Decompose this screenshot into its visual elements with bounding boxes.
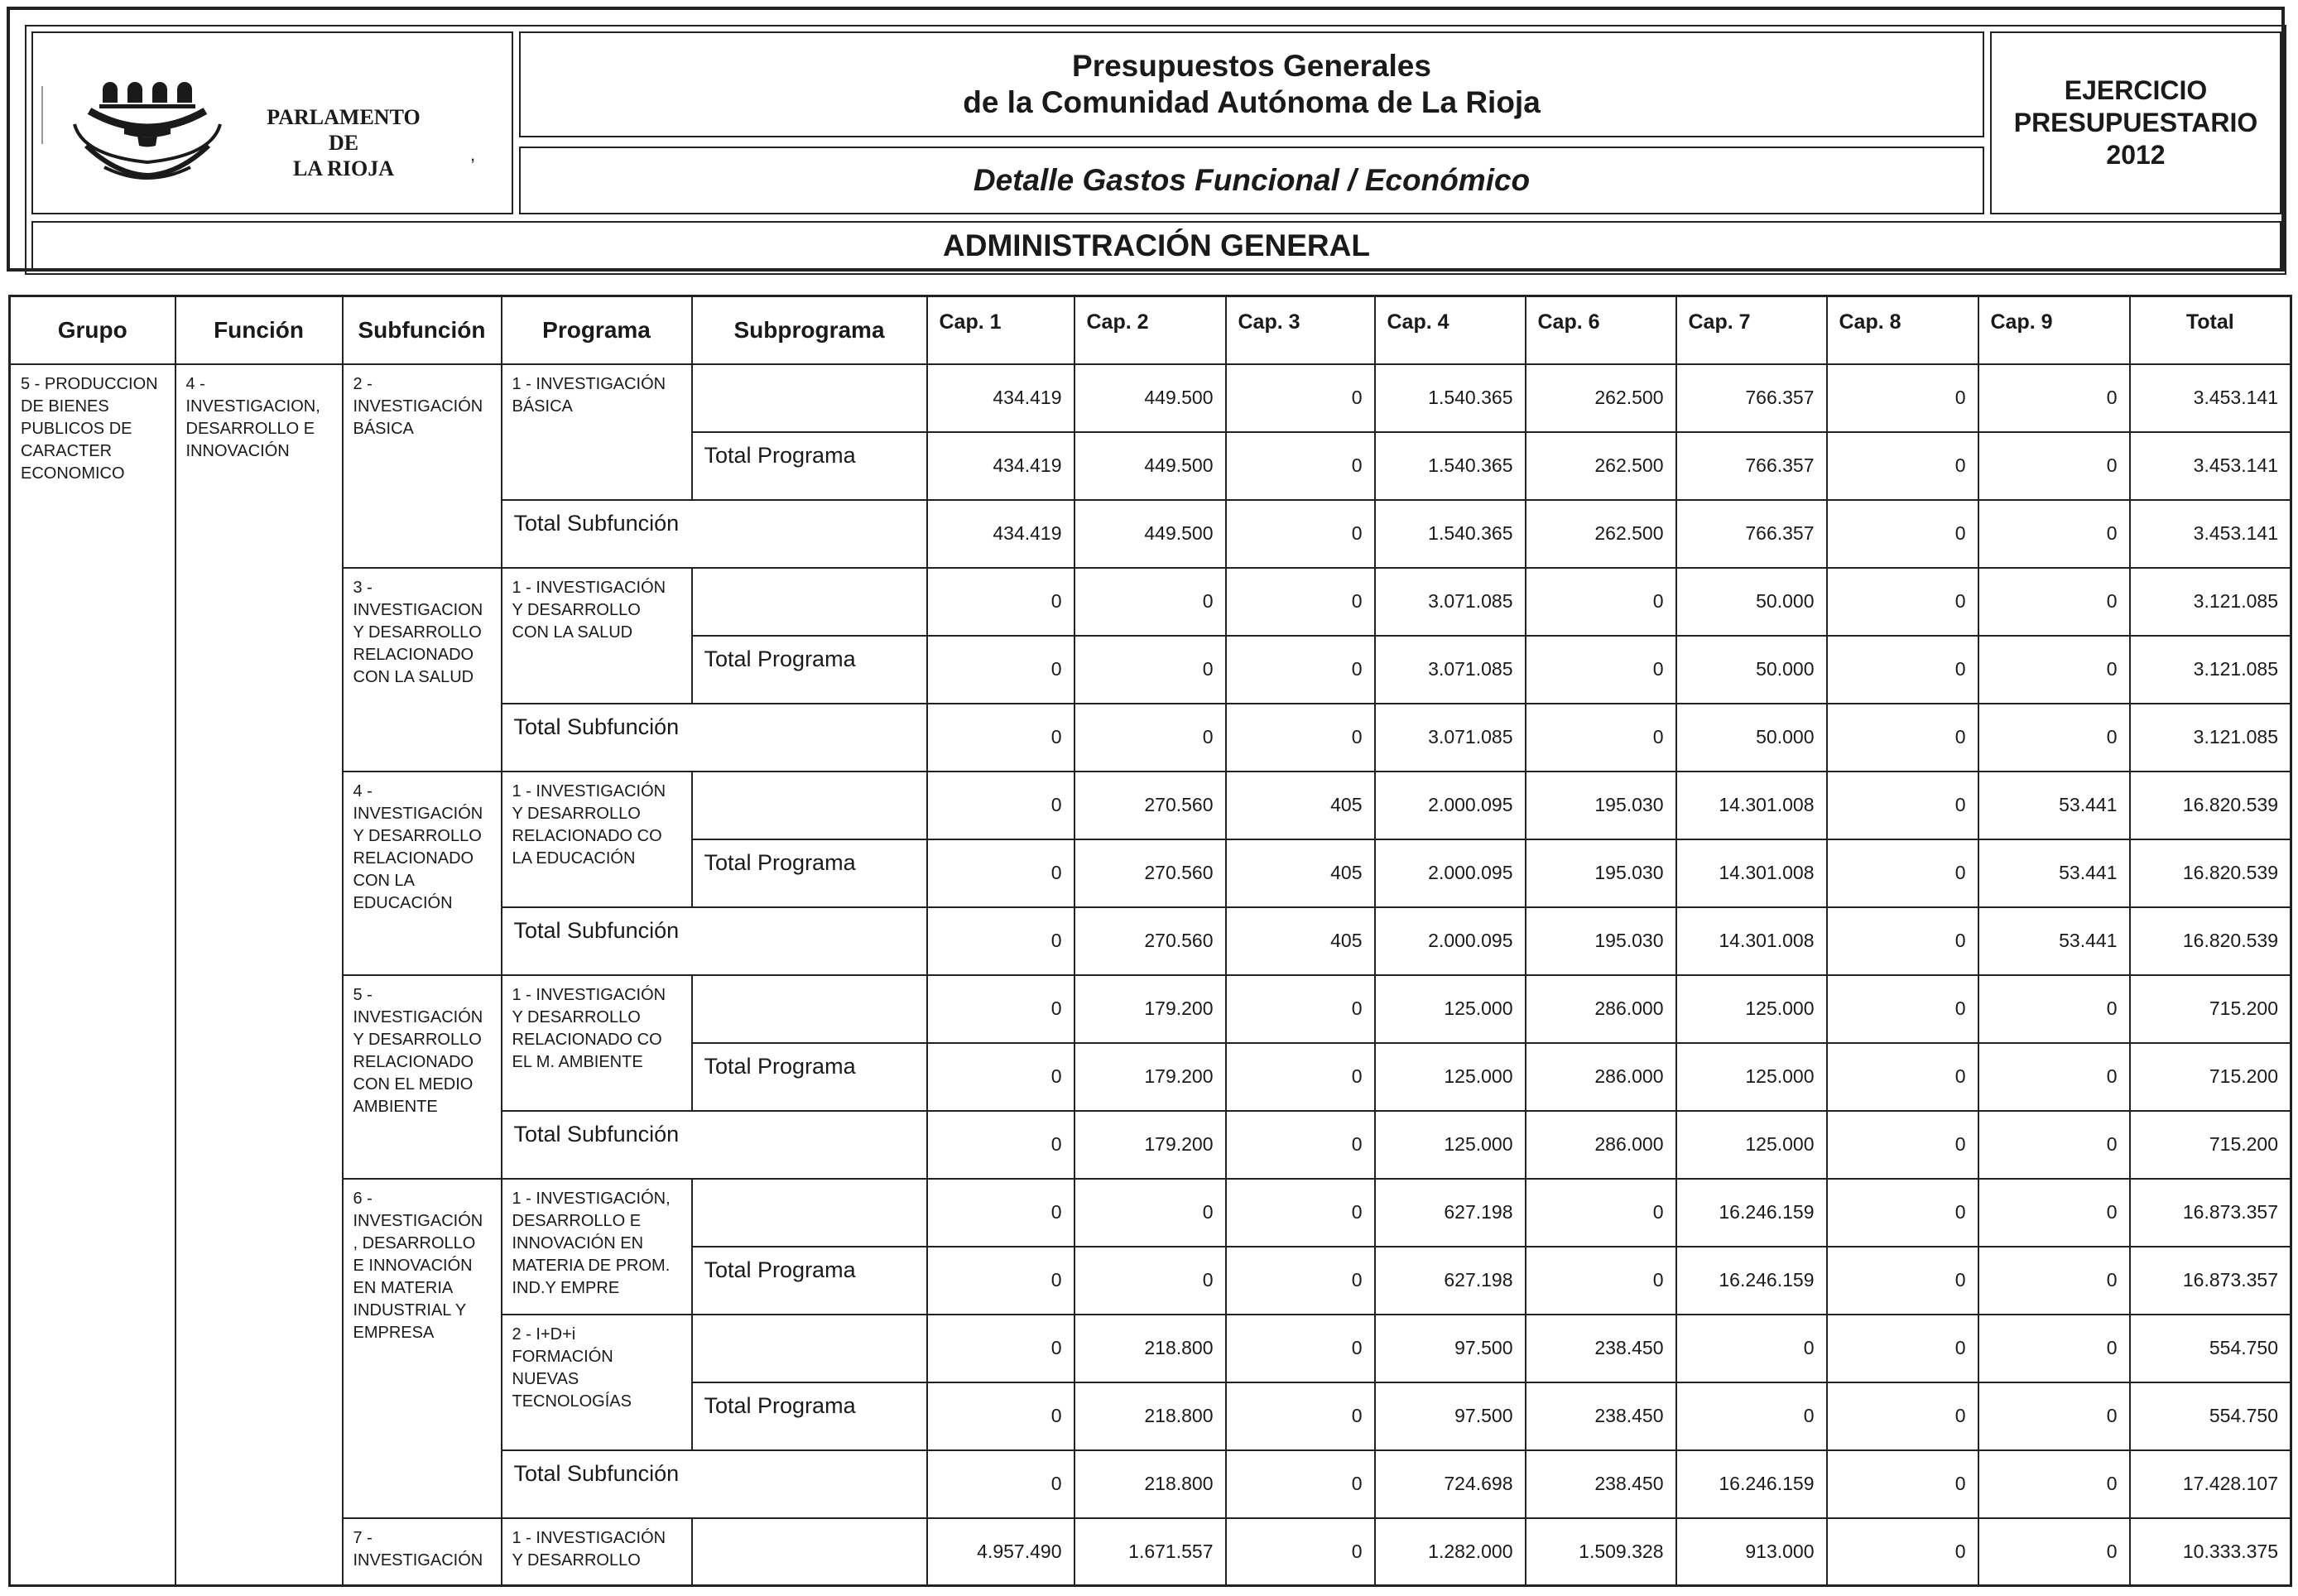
- cell-cap8: 0: [1827, 1450, 1978, 1518]
- cell-cap7: 16.246.159: [1676, 1450, 1827, 1518]
- cell-cap2: 179.200: [1074, 1043, 1226, 1111]
- document-header: [25, 25, 2286, 275]
- cell-cap4: 724.698: [1375, 1450, 1526, 1518]
- cell-cap3: 0: [1226, 1518, 1375, 1586]
- cell-cap8: 0: [1827, 839, 1978, 907]
- cell-cap9: 0: [1978, 636, 2130, 704]
- cell-cap3: 0: [1226, 364, 1375, 432]
- cell-cap6: 195.030: [1526, 839, 1676, 907]
- subprograma-cell: [692, 975, 927, 1043]
- cell-cap6: 1.509.328: [1526, 1518, 1676, 1586]
- programa-cell: 2 - I+D+i FORMACIÓN NUEVAS TECNOLOGÍAS: [502, 1315, 692, 1450]
- cell-cap2: 1.671.557: [1074, 1518, 1226, 1586]
- logo-caption: [261, 104, 426, 181]
- cell-cap7: 50.000: [1676, 568, 1827, 636]
- fiscal-year-line2: PRESUPUESTARIO: [2013, 108, 2258, 137]
- cell-cap2: 449.500: [1074, 364, 1226, 432]
- cell-cap4: 1.282.000: [1375, 1518, 1526, 1586]
- cell-cap9: 0: [1978, 1450, 2130, 1518]
- subfuncion-cell: 3 - INVESTIGACION Y DESARROLLO RELACIONADO CON LA SALUD: [343, 568, 502, 772]
- cell-cap2: 218.800: [1074, 1450, 1226, 1518]
- cell-cap6: 262.500: [1526, 500, 1676, 568]
- programa-cell: 1 - INVESTIGACIÓN BÁSICA: [502, 364, 692, 500]
- cell-cap1: 4.957.490: [927, 1518, 1074, 1586]
- cell-cap3: 0: [1226, 500, 1375, 568]
- margin-mark: [41, 86, 43, 144]
- subprograma-cell: [692, 1179, 927, 1247]
- subprograma-cell: [692, 568, 927, 636]
- cell-cap4: 1.540.365: [1375, 500, 1526, 568]
- cell-cap4: 2.000.095: [1375, 907, 1526, 975]
- cell-cap1: 434.419: [927, 500, 1074, 568]
- cell-cap7: 16.246.159: [1676, 1247, 1827, 1315]
- cell-cap6: 238.450: [1526, 1315, 1676, 1382]
- cell-cap3: 0: [1226, 975, 1375, 1043]
- cell-cap3: 0: [1226, 1247, 1375, 1315]
- cell-cap9: 0: [1978, 568, 2130, 636]
- cell-cap8: 0: [1827, 704, 1978, 772]
- total-programa-label: Total Programa: [692, 1382, 927, 1450]
- cell-cap1: 0: [927, 907, 1074, 975]
- subfuncion-cell: 2 - INVESTIGACIÓN BÁSICA: [343, 364, 502, 568]
- cell-cap6: 286.000: [1526, 975, 1676, 1043]
- cell-cap2: 179.200: [1074, 975, 1226, 1043]
- header-cap7: Cap. 7: [1676, 296, 1827, 364]
- programa-cell: 1 - INVESTIGACIÓN Y DESARROLLO CON LA SALUD: [502, 568, 692, 704]
- header-cap9: Cap. 9: [1978, 296, 2130, 364]
- subprograma-cell: [692, 1518, 927, 1586]
- cell-cap4: 97.500: [1375, 1382, 1526, 1450]
- cell-cap3: 0: [1226, 1043, 1375, 1111]
- cell-cap6: 262.500: [1526, 364, 1676, 432]
- cell-cap8: 0: [1827, 1247, 1978, 1315]
- cell-cap8: 0: [1827, 364, 1978, 432]
- cell-cap1: 0: [927, 975, 1074, 1043]
- cell-total: 16.820.539: [2130, 772, 2291, 839]
- header-subprograma: Subprograma: [692, 296, 927, 364]
- cell-cap3: 405: [1226, 907, 1375, 975]
- cell-cap8: 0: [1827, 1382, 1978, 1450]
- cell-cap7: 14.301.008: [1676, 907, 1827, 975]
- total-programa-label: Total Programa: [692, 636, 927, 704]
- fiscal-year-panel: [1990, 31, 2281, 214]
- fiscal-year-line1: EJERCICIO: [2064, 75, 2208, 105]
- cell-cap2: 270.560: [1074, 907, 1226, 975]
- subprograma-cell: [692, 364, 927, 432]
- total-subfuncion-label: Total Subfunción: [502, 907, 927, 975]
- stray-mark: ,: [470, 144, 476, 165]
- cell-cap4: 3.071.085: [1375, 636, 1526, 704]
- cell-cap7: 125.000: [1676, 1043, 1827, 1111]
- cell-cap9: 0: [1978, 704, 2130, 772]
- cell-cap6: 238.450: [1526, 1382, 1676, 1450]
- cell-cap4: 627.198: [1375, 1247, 1526, 1315]
- cell-cap2: 449.500: [1074, 432, 1226, 500]
- cell-cap6: 0: [1526, 1247, 1676, 1315]
- cell-cap2: 0: [1074, 568, 1226, 636]
- cell-cap6: 238.450: [1526, 1450, 1676, 1518]
- total-programa-label: Total Programa: [692, 839, 927, 907]
- cell-cap1: 0: [927, 1247, 1074, 1315]
- grupo-cell: 5 - PRODUCCION DE BIENES PUBLICOS DE CARACTER ECONOMICO: [10, 364, 175, 1586]
- subprograma-cell: [692, 1315, 927, 1382]
- subprograma-cell: [692, 772, 927, 839]
- cell-total: 3.453.141: [2130, 432, 2291, 500]
- fiscal-year: 2012: [2106, 140, 2166, 170]
- cell-cap7: 0: [1676, 1315, 1827, 1382]
- header-grupo: Grupo: [10, 296, 175, 364]
- cell-total: 3.121.085: [2130, 704, 2291, 772]
- subfuncion-cell: 4 - INVESTIGACIÓN Y DESARROLLO RELACIONADO CON LA EDUCACIÓN: [343, 772, 502, 975]
- cell-cap1: 0: [927, 636, 1074, 704]
- total-subfuncion-label: Total Subfunción: [502, 500, 927, 568]
- header-cap1: Cap. 1: [927, 296, 1074, 364]
- cell-cap3: 405: [1226, 839, 1375, 907]
- cell-cap6: 286.000: [1526, 1043, 1676, 1111]
- cell-total: 554.750: [2130, 1315, 2291, 1382]
- cell-cap1: 0: [927, 704, 1074, 772]
- cell-cap9: 0: [1978, 1382, 2130, 1450]
- cell-cap2: 218.800: [1074, 1382, 1226, 1450]
- cell-cap1: 434.419: [927, 432, 1074, 500]
- header-subfuncion: Subfunción: [343, 296, 502, 364]
- cell-cap6: 0: [1526, 568, 1676, 636]
- cell-cap3: 0: [1226, 568, 1375, 636]
- cell-total: 16.873.357: [2130, 1247, 2291, 1315]
- subfuncion-cell: 5 - INVESTIGACIÓN Y DESARROLLO RELACIONADO CON EL MEDIO AMBIENTE: [343, 975, 502, 1179]
- funcion-cell: 4 - INVESTIGACION, DESARROLLO E INNOVACIÓN: [175, 364, 343, 1586]
- cell-total: 10.333.375: [2130, 1518, 2291, 1586]
- cell-cap8: 0: [1827, 1518, 1978, 1586]
- cell-cap6: 195.030: [1526, 907, 1676, 975]
- cell-cap8: 0: [1827, 975, 1978, 1043]
- cell-cap4: 125.000: [1375, 1111, 1526, 1179]
- cell-cap1: 0: [927, 839, 1074, 907]
- cell-cap7: 125.000: [1676, 975, 1827, 1043]
- cell-cap8: 0: [1827, 1043, 1978, 1111]
- cell-cap2: 270.560: [1074, 772, 1226, 839]
- programa-cell: 1 - INVESTIGACIÓN Y DESARROLLO RELACIONADO CO LA EDUCACIÓN: [502, 772, 692, 907]
- cell-cap9: 0: [1978, 432, 2130, 500]
- cell-total: 715.200: [2130, 1043, 2291, 1111]
- cell-cap4: 3.071.085: [1375, 568, 1526, 636]
- cell-cap4: 2.000.095: [1375, 772, 1526, 839]
- cell-total: 16.820.539: [2130, 839, 2291, 907]
- cell-cap4: 2.000.095: [1375, 839, 1526, 907]
- header-funcion: Función: [175, 296, 343, 364]
- cell-cap7: 0: [1676, 1382, 1827, 1450]
- cell-cap3: 0: [1226, 704, 1375, 772]
- cell-cap7: 913.000: [1676, 1518, 1827, 1586]
- cell-cap1: 0: [927, 568, 1074, 636]
- total-programa-label: Total Programa: [692, 1247, 927, 1315]
- table-row: [10, 364, 2291, 432]
- total-programa-label: Total Programa: [692, 1043, 927, 1111]
- cell-cap8: 0: [1827, 1315, 1978, 1382]
- cell-cap9: 53.441: [1978, 907, 2130, 975]
- cell-total: 3.121.085: [2130, 568, 2291, 636]
- header-cap3: Cap. 3: [1226, 296, 1375, 364]
- cell-cap9: 53.441: [1978, 772, 2130, 839]
- cell-cap3: 0: [1226, 1179, 1375, 1247]
- cell-cap8: 0: [1827, 1179, 1978, 1247]
- table-row: [10, 772, 2291, 839]
- cell-cap1: 434.419: [927, 364, 1074, 432]
- header-cap8: Cap. 8: [1827, 296, 1978, 364]
- header-cap2: Cap. 2: [1074, 296, 1226, 364]
- cell-cap3: 0: [1226, 432, 1375, 500]
- table-body: [10, 364, 2291, 1586]
- cell-cap6: 262.500: [1526, 432, 1676, 500]
- cell-cap2: 0: [1074, 1247, 1226, 1315]
- cell-cap9: 0: [1978, 975, 2130, 1043]
- title-line1: Presupuestos Generales: [1072, 49, 1431, 83]
- cell-cap4: 3.071.085: [1375, 704, 1526, 772]
- cell-cap7: 766.357: [1676, 432, 1827, 500]
- budget-table: [8, 295, 2292, 1587]
- cell-cap4: 125.000: [1375, 975, 1526, 1043]
- cell-cap4: 97.500: [1375, 1315, 1526, 1382]
- cell-cap4: 627.198: [1375, 1179, 1526, 1247]
- table-header-row: [10, 296, 2291, 364]
- table-row: [10, 975, 2291, 1043]
- cell-cap6: 0: [1526, 636, 1676, 704]
- table-row: [10, 1518, 2291, 1586]
- cell-cap7: 14.301.008: [1676, 839, 1827, 907]
- cell-total: 715.200: [2130, 975, 2291, 1043]
- cell-cap8: 0: [1827, 568, 1978, 636]
- cell-cap3: 0: [1226, 1315, 1375, 1382]
- cell-cap9: 0: [1978, 1043, 2130, 1111]
- table-row: [10, 568, 2291, 636]
- cell-cap9: 0: [1978, 500, 2130, 568]
- total-subfuncion-label: Total Subfunción: [502, 1111, 927, 1179]
- cell-cap1: 0: [927, 1043, 1074, 1111]
- title-panel: [519, 31, 1984, 137]
- cell-cap6: 195.030: [1526, 772, 1676, 839]
- cell-cap7: 16.246.159: [1676, 1179, 1827, 1247]
- cell-cap8: 0: [1827, 432, 1978, 500]
- subtitle: Detalle Gastos Funcional / Económico: [519, 147, 1984, 214]
- cell-cap9: 0: [1978, 1111, 2130, 1179]
- cell-cap7: 50.000: [1676, 704, 1827, 772]
- cell-cap2: 0: [1074, 1179, 1226, 1247]
- cell-cap2: 179.200: [1074, 1111, 1226, 1179]
- logo-panel: [31, 31, 513, 214]
- cell-cap1: 0: [927, 1111, 1074, 1179]
- total-subfuncion-label: Total Subfunción: [502, 704, 927, 772]
- header-total: Total: [2130, 296, 2291, 364]
- header-cap6: Cap. 6: [1526, 296, 1676, 364]
- cell-cap8: 0: [1827, 907, 1978, 975]
- cell-cap9: 0: [1978, 364, 2130, 432]
- header-cap4: Cap. 4: [1375, 296, 1526, 364]
- cell-cap1: 0: [927, 1315, 1074, 1382]
- cell-cap3: 0: [1226, 1382, 1375, 1450]
- cell-cap4: 1.540.365: [1375, 364, 1526, 432]
- total-programa-label: Total Programa: [692, 432, 927, 500]
- cell-cap2: 449.500: [1074, 500, 1226, 568]
- cell-cap3: 0: [1226, 1450, 1375, 1518]
- cell-total: 3.453.141: [2130, 364, 2291, 432]
- cell-total: 16.873.357: [2130, 1179, 2291, 1247]
- logo-caption-line1: PARLAMENTO DE: [267, 105, 421, 155]
- cell-cap8: 0: [1827, 636, 1978, 704]
- cell-cap7: 766.357: [1676, 364, 1827, 432]
- cell-cap3: 0: [1226, 636, 1375, 704]
- table-row: [10, 1179, 2291, 1247]
- cell-cap1: 0: [927, 1382, 1074, 1450]
- cell-cap9: 0: [1978, 1179, 2130, 1247]
- cell-cap9: 0: [1978, 1247, 2130, 1315]
- cell-cap8: 0: [1827, 1111, 1978, 1179]
- cell-total: 16.820.539: [2130, 907, 2291, 975]
- cell-cap1: 0: [927, 772, 1074, 839]
- cell-cap1: 0: [927, 1450, 1074, 1518]
- cell-cap2: 218.800: [1074, 1315, 1226, 1382]
- section-title: ADMINISTRACIÓN GENERAL: [31, 221, 2281, 271]
- cell-cap8: 0: [1827, 500, 1978, 568]
- cell-cap2: 0: [1074, 636, 1226, 704]
- cell-cap9: 0: [1978, 1315, 2130, 1382]
- subfuncion-cell: 7 - INVESTIGACIÓN: [343, 1518, 502, 1586]
- title-line2: de la Comunidad Autónoma de La Rioja: [963, 85, 1541, 119]
- subfuncion-cell: 6 - INVESTIGACIÓN , DESARROLLO E INNOVACIÓN EN MATERIA INDUSTRIAL Y EMPRESA: [343, 1179, 502, 1518]
- cell-total: 554.750: [2130, 1382, 2291, 1450]
- parliament-emblem-icon: [66, 65, 257, 189]
- cell-total: 17.428.107: [2130, 1450, 2291, 1518]
- cell-cap8: 0: [1827, 772, 1978, 839]
- document-header-frame: [7, 7, 2285, 272]
- cell-cap7: 14.301.008: [1676, 772, 1827, 839]
- total-subfuncion-label: Total Subfunción: [502, 1450, 927, 1518]
- cell-cap7: 125.000: [1676, 1111, 1827, 1179]
- cell-total: 3.121.085: [2130, 636, 2291, 704]
- cell-cap9: 53.441: [1978, 839, 2130, 907]
- cell-total: 3.453.141: [2130, 500, 2291, 568]
- logo-caption-line2: LA RIOJA: [292, 156, 395, 180]
- cell-cap4: 125.000: [1375, 1043, 1526, 1111]
- cell-cap6: 0: [1526, 1179, 1676, 1247]
- cell-cap1: 0: [927, 1179, 1074, 1247]
- cell-cap7: 766.357: [1676, 500, 1827, 568]
- cell-cap9: 0: [1978, 1518, 2130, 1586]
- cell-cap3: 0: [1226, 1111, 1375, 1179]
- cell-cap3: 405: [1226, 772, 1375, 839]
- programa-cell: 1 - INVESTIGACIÓN, DESARROLLO E INNOVACIÓN EN MATERIA DE PROM. IND.Y EMPRE: [502, 1179, 692, 1315]
- cell-cap2: 0: [1074, 704, 1226, 772]
- cell-total: 715.200: [2130, 1111, 2291, 1179]
- cell-cap6: 0: [1526, 704, 1676, 772]
- cell-cap2: 270.560: [1074, 839, 1226, 907]
- cell-cap7: 50.000: [1676, 636, 1827, 704]
- header-programa: Programa: [502, 296, 692, 364]
- cell-cap4: 1.540.365: [1375, 432, 1526, 500]
- programa-cell: 1 - INVESTIGACIÓN Y DESARROLLO: [502, 1518, 692, 1586]
- cell-cap6: 286.000: [1526, 1111, 1676, 1179]
- programa-cell: 1 - INVESTIGACIÓN Y DESARROLLO RELACIONADO CO EL M. AMBIENTE: [502, 975, 692, 1111]
